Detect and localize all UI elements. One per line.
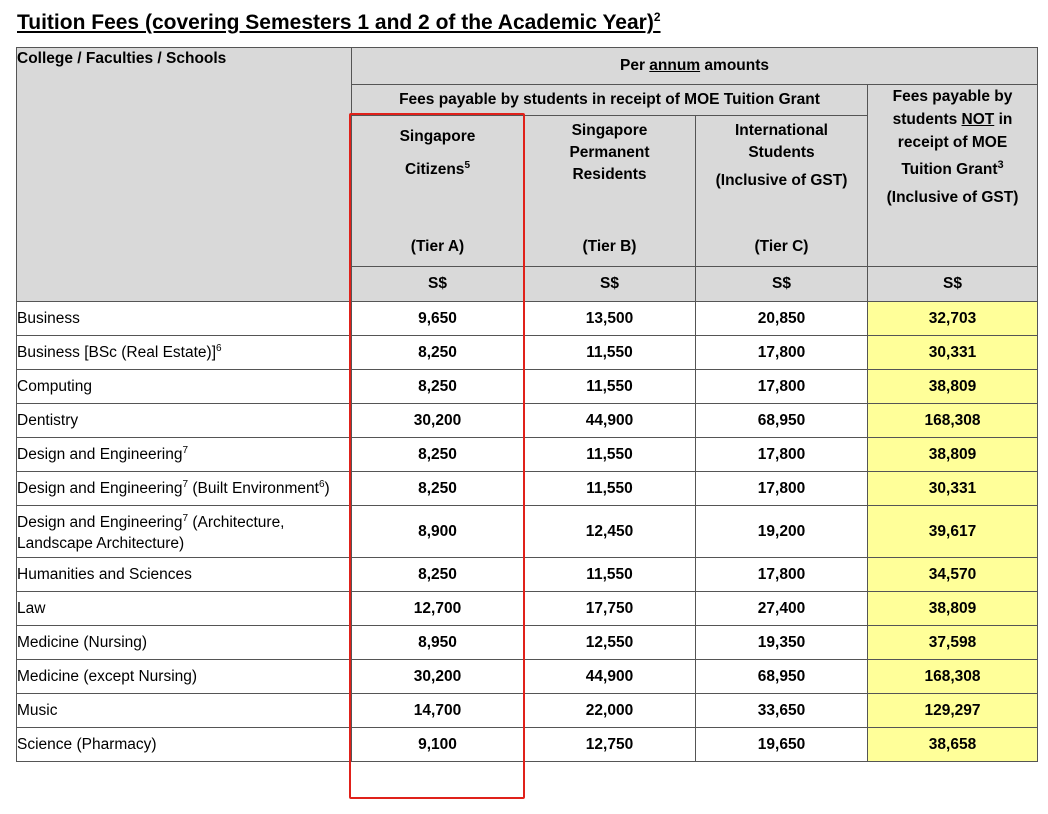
no-grant-fee: 168,308 [868,404,1038,438]
tier-c-fee: 17,800 [696,472,868,506]
no-grant-fee: 168,308 [868,660,1038,694]
tier-b-fee: 11,550 [524,370,696,404]
no-grant-fee: 38,809 [868,370,1038,404]
no-grant-fee: 129,297 [868,694,1038,728]
no-grant-fee: 30,331 [868,472,1038,506]
page-title: Tuition Fees (covering Semesters 1 and 2 of the Academic Year)$^2$ [17,10,661,34]
no-grant-fee: 38,809 [868,438,1038,472]
college-header: College / Faculties / Schools [17,48,352,302]
title-footnote: 2 [653,10,661,24]
no-grant-fee: 38,658 [868,728,1038,762]
tier-a-fee: 14,700 [352,694,524,728]
tier-c-fee: 19,200 [696,506,868,558]
currency-b: S$ [524,267,696,302]
tier-a-fee: 30,200 [352,660,524,694]
tier-a-fee: 8,900 [352,506,524,558]
table-row [17,558,1038,592]
table-row [17,626,1038,660]
table-row [17,660,1038,694]
tier-c-fee: 19,650 [696,728,868,762]
row-name: Dentistry [17,404,352,438]
row-name: Law [17,592,352,626]
tier-c-fee: 17,800 [696,336,868,370]
table-row [17,404,1038,438]
no-grant-header: Fees payable by students NOT in receipt of MOE Tuition Grant$^3$ (Inclusive of GST) [868,85,1038,267]
table-row [17,336,1038,370]
tier-a-fee: 8,250 [352,558,524,592]
tier-a-fee: 8,950 [352,626,524,660]
no-grant-fee: 30,331 [868,336,1038,370]
row-name: Medicine (except Nursing) [17,660,352,694]
tier-a-fee: 9,650 [352,302,524,336]
tier-b-fee: 17,750 [524,592,696,626]
tier-b-fee: 13,500 [524,302,696,336]
currency-a: S$ [352,267,524,302]
tier-b-fee: 11,550 [524,336,696,370]
tier-b-header: Singapore Permanent Residents (Tier B) [524,116,696,267]
row-name: Music [17,694,352,728]
tier-a-fee: 12,700 [352,592,524,626]
table-row [17,506,1038,558]
tier-c-fee: 68,950 [696,660,868,694]
tier-c-fee: 68,950 [696,404,868,438]
tier-b-fee: 12,550 [524,626,696,660]
tier-a-fee: 8,250 [352,472,524,506]
tier-c-fee: 33,650 [696,694,868,728]
row-name: Medicine (Nursing) [17,626,352,660]
tier-b-fee: 11,550 [524,438,696,472]
table-row [17,472,1038,506]
table-row [17,728,1038,762]
no-grant-fee: 38,809 [868,592,1038,626]
row-name: Design and Engineering$^7$ (Architecture, Landscape Architecture) [17,506,352,558]
tier-a-fee: 30,200 [352,404,524,438]
no-grant-fee: 37,598 [868,626,1038,660]
no-grant-fee: 34,570 [868,558,1038,592]
table-row [17,370,1038,404]
no-grant-fee: 32,703 [868,302,1038,336]
row-name: Science (Pharmacy) [17,728,352,762]
row-name: Business [BSc (Real Estate)]$^6$ [17,336,352,370]
tuition-fees-table [16,47,1038,762]
tier-b-fee: 22,000 [524,694,696,728]
table-row [17,438,1038,472]
tier-c-fee: 27,400 [696,592,868,626]
tier-b-fee: 12,450 [524,506,696,558]
tier-b-fee: 11,550 [524,558,696,592]
tier-a-header: Singapore Citizens$^5$ (Tier A) [352,116,524,267]
tier-c-fee: 17,800 [696,558,868,592]
per-annum-header: Per annum amounts [352,48,1038,85]
row-name: Design and Engineering$^7$ [17,438,352,472]
tier-c-fee: 19,350 [696,626,868,660]
table-row [17,592,1038,626]
no-grant-fee: 39,617 [868,506,1038,558]
currency-c: S$ [696,267,868,302]
currency-d: S$ [868,267,1038,302]
tier-b-fee: 12,750 [524,728,696,762]
table-row [17,302,1038,336]
row-name: Business [17,302,352,336]
row-name: Design and Engineering$^7$ (Built Environment$^6$) [17,472,352,506]
tier-a-fee: 9,100 [352,728,524,762]
tier-c-header: International Students (Inclusive of GST) (Tier C) [696,116,868,267]
tier-a-fee: 8,250 [352,438,524,472]
tier-c-fee: 17,800 [696,438,868,472]
row-name: Humanities and Sciences [17,558,352,592]
tier-b-fee: 44,900 [524,660,696,694]
tier-c-fee: 20,850 [696,302,868,336]
row-name: Computing [17,370,352,404]
grant-payable-header: Fees payable by students in receipt of MOE Tuition Grant [352,85,868,116]
tier-a-fee: 8,250 [352,336,524,370]
tier-b-fee: 44,900 [524,404,696,438]
tier-c-fee: 17,800 [696,370,868,404]
tier-b-fee: 11,550 [524,472,696,506]
table-row [17,694,1038,728]
tier-a-fee: 8,250 [352,370,524,404]
